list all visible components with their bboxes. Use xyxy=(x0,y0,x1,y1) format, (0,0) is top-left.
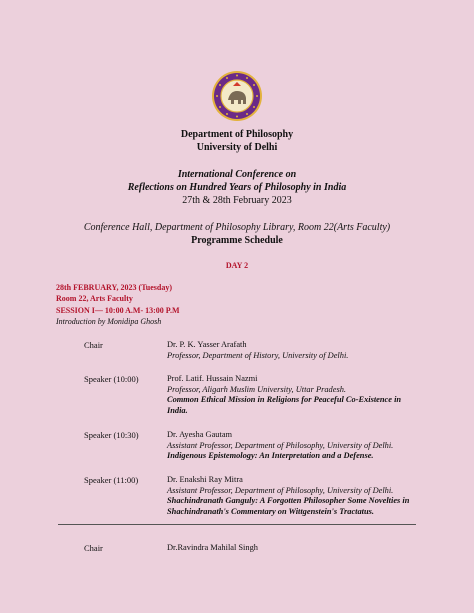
entry-affiliation: Professor, Aligarh Muslim University, Uttar Pradesh. xyxy=(167,384,346,394)
entry-detail xyxy=(167,340,422,361)
conference-dates: 27th & 28th February 2023 xyxy=(182,195,292,206)
day-heading: DAY 2 xyxy=(225,261,249,270)
next-chair-role: Chair xyxy=(84,543,103,553)
entry-affiliation: Assistant Professor, Department of Philosophy, University of Delhi. xyxy=(167,440,394,450)
entry-role: Speaker (10:30) xyxy=(84,430,139,440)
entry-role: Speaker (10:00) xyxy=(84,374,139,384)
programme-heading: Programme Schedule xyxy=(191,235,283,246)
entry-role: Speaker (11:00) xyxy=(84,475,139,485)
entry-talk-title: Common Ethical Mission in Religions for Peaceful Co-Existence in India. xyxy=(167,395,402,415)
entry-detail xyxy=(167,374,422,416)
entry-affiliation: Professor, Department of History, University of Delhi. xyxy=(167,350,349,360)
session-room: Room 22, Arts Faculty xyxy=(56,294,133,303)
conference-line1: International Conference on xyxy=(177,169,297,180)
conference-venue: Conference Hall, Department of Philosophy Library, Room 22(Arts Faculty) xyxy=(83,222,391,233)
entry-name: Dr. Ayesha Gautam xyxy=(167,430,233,439)
entry-affiliation: Assistant Professor, Department of Philosophy, University of Delhi. xyxy=(167,485,394,495)
entry-name: Dr. P. K. Yasser Arafath xyxy=(167,340,247,349)
entry-detail xyxy=(167,430,422,462)
conference-title: Reflections on Hundred Years of Philosophy in India xyxy=(127,182,347,193)
entry-role: Chair xyxy=(84,340,103,350)
department-heading: Department of Philosophy xyxy=(180,129,294,140)
entry-talk-title: Shachindranath Ganguly: A Forgotten Philosopher Some Novelties in Shachindranath's Commentary on Wittgenstein's Tractatus. xyxy=(167,496,410,516)
university-emblem-icon xyxy=(211,70,263,122)
session-title: SESSION I— 10:00 A.M- 13:00 P.M xyxy=(56,306,180,315)
session-intro: Introduction by Monidipa Ghosh xyxy=(56,317,162,326)
entry-name: Prof. Latif. Hussain Nazmi xyxy=(167,374,258,383)
entry-detail xyxy=(167,475,422,517)
session-date: 28th FEBRUARY, 2023 (Tuesday) xyxy=(56,283,173,292)
section-divider xyxy=(58,524,416,525)
entry-talk-title: Indigenous Epistemology: An Interpretation and a Defense. xyxy=(167,451,374,460)
next-chair-name: Dr.Ravindra Mahilal Singh xyxy=(167,543,258,552)
entry-name: Dr. Enakshi Ray Mitra xyxy=(167,475,243,484)
university-heading: University of Delhi xyxy=(196,142,278,153)
